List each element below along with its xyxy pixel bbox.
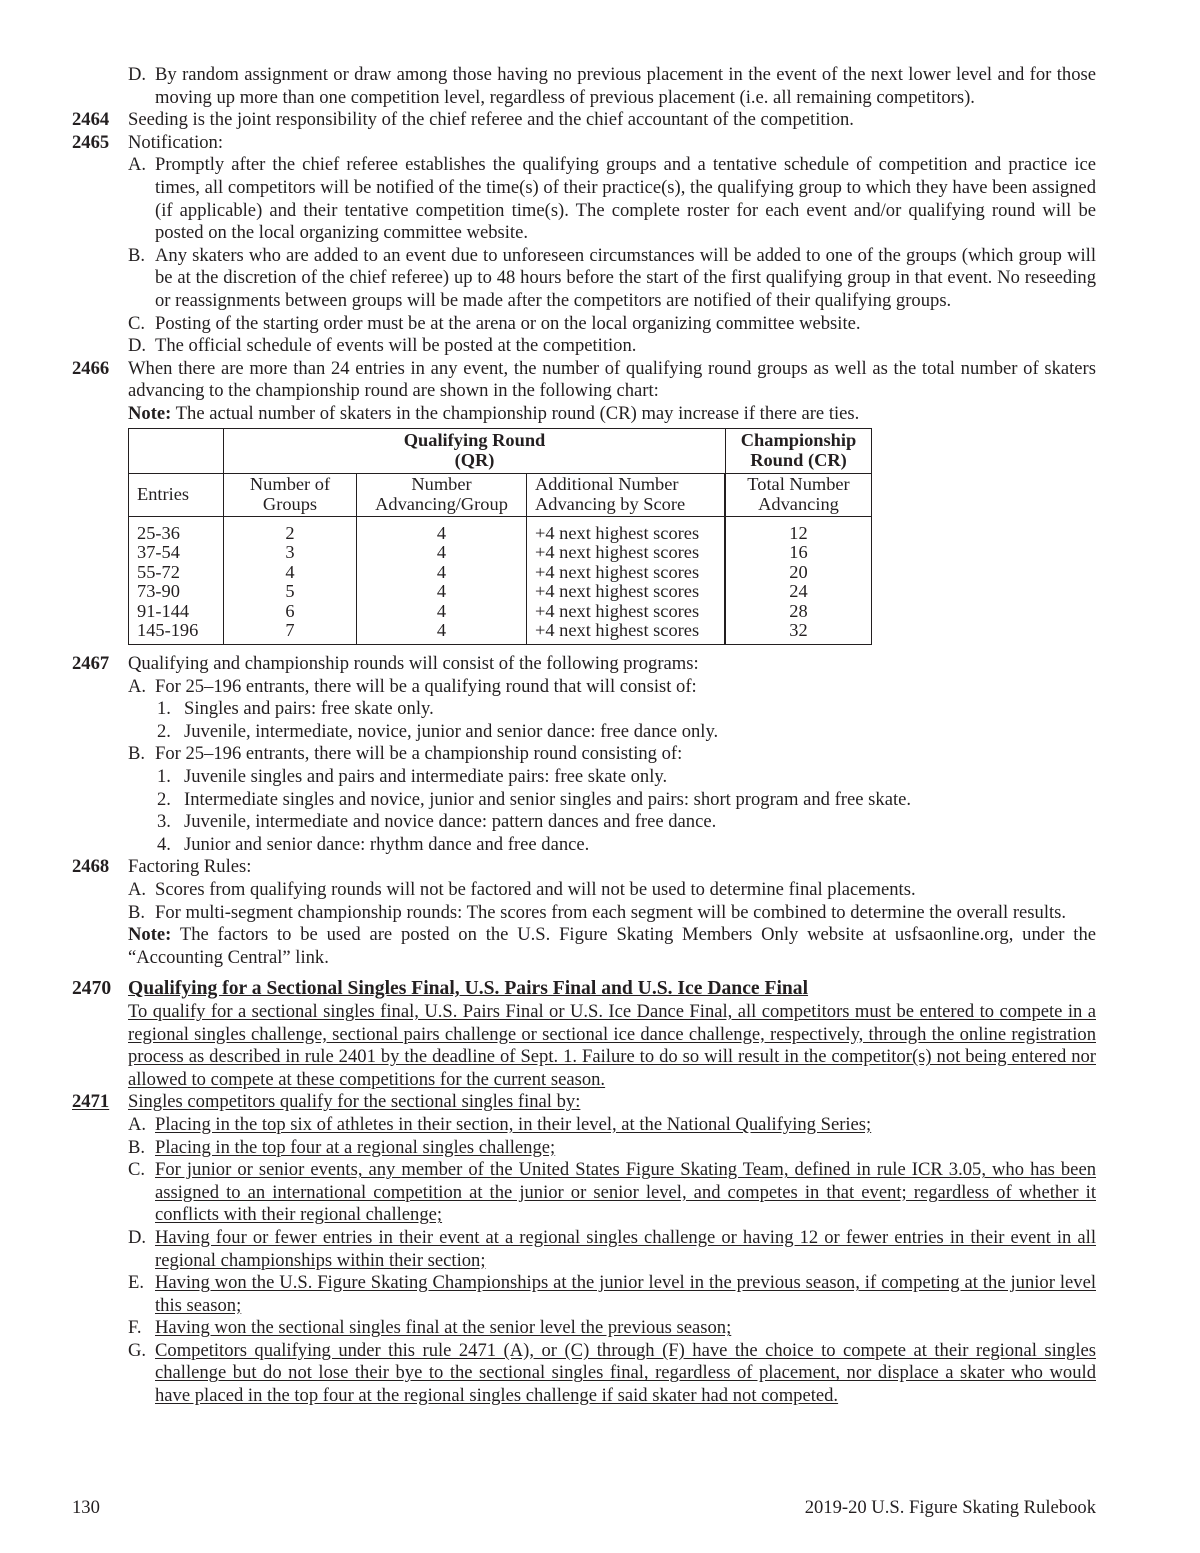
item-text: By random assignment or draw among those having no previous placement in the event of the next lower level and for those moving up more than one competition level, regardless of previous placement (i.e. all remaining competitors). [155, 64, 1096, 108]
item-text: Scores from qualifying rounds will not be factored and will not be used to determine final placements. [155, 879, 916, 900]
rule-2464 [72, 109, 1096, 132]
col-total-line1: Total Number [747, 473, 850, 494]
table-cell: 2 [285, 522, 295, 543]
list-item [72, 313, 1096, 336]
rule-number: 2471 [72, 1091, 110, 1113]
table-cell: +4 next highest scores [535, 600, 700, 621]
item-text: For junior or senior events, any member of the United States Figure Skating Team, defined in rule ICR 3.05, who has been assigned to an international competition at the junior or senior level, and competes in that event; regardless of whether it conflicts with their regional challenge; [155, 1159, 1096, 1226]
note-label: Note: [128, 402, 172, 424]
item-text: Juvenile, intermediate and novice dance: pattern dances and free dance. [184, 811, 717, 833]
table-header-cell [224, 428, 726, 473]
item-marker: D. [128, 1226, 147, 1248]
rule-text: Qualifying and championship rounds will consist of the following programs: [128, 653, 699, 675]
rule-number: 2464 [72, 109, 110, 131]
rule-2466 [72, 358, 1096, 403]
list-item [72, 879, 1096, 902]
table-cell: +4 next highest scores [535, 620, 700, 641]
rule-title: Notification: [128, 131, 224, 153]
item-text: Having won the U.S. Figure Skating Championships at the junior level in the previous season, if competing at the junior level this season; [155, 1272, 1096, 1316]
sub-item [72, 789, 1096, 812]
qr-header-line1: Qualifying Round [403, 429, 546, 450]
rule-text: Singles competitors qualify for the sectional singles final by: [128, 1091, 581, 1113]
rule-number: 2470 [72, 978, 112, 1000]
item-text: Juvenile singles and pairs and intermediate pairs: free skate only. [184, 766, 668, 788]
item-marker: 1. [157, 698, 171, 720]
sub-item [72, 721, 1096, 744]
item-marker: 2. [157, 720, 171, 742]
item-marker: 3. [157, 811, 171, 833]
item-text: For 25–196 entrants, there will be a championship round consisting of: [155, 743, 683, 765]
rule-number: 2468 [72, 856, 110, 878]
table-cell: 73-90 [137, 581, 180, 602]
list-item [72, 335, 1096, 358]
table-cell: 6 [285, 600, 295, 621]
item-marker: 1. [157, 766, 171, 788]
table-cell: +4 next highest scores [535, 581, 700, 602]
section-heading: Qualifying for a Sectional Singles Final, U.S. Pairs Final and U.S. Ice Dance Final [128, 978, 809, 1000]
list-item [72, 1137, 1096, 1160]
rule-2465 [72, 132, 1096, 155]
table-header-cell [726, 428, 872, 473]
cr-header-line2: Round (CR) [750, 449, 847, 470]
item-marker: A. [128, 879, 147, 900]
list-item [72, 902, 1096, 925]
table-cell: 91-144 [137, 600, 190, 621]
list-item [72, 676, 1096, 699]
item-text: Promptly after the chief referee establishes the qualifying groups and a tentative schedule of competition and practice ice times, all competitors will be notified of the time(s) of their practice(s), the qualifying group to which they have been assigned (if applicable) and their tentative competition time(s). The complete roster for each event and/or qualifying round will be posted on the local organizing committee website. [155, 154, 1096, 244]
item-text: For multi-segment championship rounds: The scores from each segment will be combined to determine the overall results. [155, 901, 1067, 923]
item-text: Placing in the top six of athletes in their section, in their level, at the National Qualifying Series; [155, 1113, 872, 1135]
table-cell: 20 [789, 561, 808, 582]
sub-item [72, 766, 1096, 789]
table-cell: +4 next highest scores [535, 522, 700, 543]
item-marker: E. [128, 1272, 145, 1294]
rule-2470-text: To qualify for a sectional singles final, U.S. Pairs Final or U.S. Ice Dance Final, all competitors must be entered to compete in a regional singles challenge, sectional pairs challenge or sectional ice dance challenge, respectively, through the online registration process as described in rule 2401 by the deadline of Sept. 1. Failure to do so will result in the competitor(s) not being entered nor allowed to compete at these competitions for the current season. [128, 1000, 1096, 1090]
col-advancing [357, 473, 527, 516]
table-cell: 4 [436, 542, 447, 563]
item-marker: B. [128, 743, 146, 765]
item-marker: D. [128, 335, 147, 357]
item-text: Junior and senior dance: rhythm dance and free dance. [184, 833, 590, 855]
table-cell: 4 [436, 600, 447, 621]
col-groups [224, 473, 357, 516]
rule-number: 2465 [72, 131, 110, 153]
list-item [72, 1227, 1096, 1272]
rule-title: Factoring Rules: [128, 856, 252, 878]
sub-item [72, 834, 1096, 857]
item-marker: A. [128, 154, 147, 176]
note [72, 403, 1096, 426]
item-marker: C. [128, 1159, 146, 1181]
entries-cell [129, 516, 224, 645]
qualifying-round-table [128, 428, 872, 646]
table-subheader-row [129, 473, 872, 516]
table-cell: 4 [285, 561, 295, 582]
table-body-row [129, 516, 872, 645]
item-text: The official schedule of events will be posted at the competition. [155, 335, 637, 357]
list-item [72, 743, 1096, 766]
table-cell: 4 [436, 620, 447, 641]
table-cell: 7 [285, 620, 295, 641]
item-text: Having four or fewer entries in their event at a regional singles challenge or having 12 or fewer entries in their event in all regional championships within their section; [155, 1226, 1096, 1271]
table-cell: 25-36 [137, 522, 180, 543]
item-marker: F. [128, 1317, 142, 1339]
list-item [72, 1317, 1096, 1340]
item-text: Having won the sectional singles final at the senior level the previous season; [155, 1317, 732, 1339]
table-cell: 28 [789, 600, 808, 621]
note-text: The factors to be used are posted on the U.S. Figure Skating Members Only website at usfsaonline.org, under the “Accounting Central” link. [128, 924, 1096, 968]
rule-2467 [72, 653, 1096, 676]
item-marker: D. [128, 64, 147, 85]
table-cell: +4 next highest scores [535, 561, 700, 582]
cr-header-line1: Championship [740, 429, 857, 450]
table-cell: 16 [789, 542, 808, 563]
page-number: 130 [72, 1497, 100, 1518]
rule-text: When there are more than 24 entries in any event, the number of qualifying round groups as well as the total number of skaters advancing to the championship round are shown in the following chart: [128, 357, 1096, 402]
item-text: Competitors qualifying under this rule 2471 (A), or (C) through (F) have the choice to compete at their regional singles challenge but do not lose their bye to the sectional singles final, regardless of placement, nor displace a skater who would have placed in the top four at the regional singles challenge if said skater had not competed. [155, 1339, 1096, 1407]
table-header-row [129, 428, 872, 473]
rule-number: 2467 [72, 653, 110, 675]
table-cell: +4 next highest scores [535, 542, 700, 563]
rule-2468 [72, 856, 1096, 879]
item-text: For 25–196 entrants, there will be a qualifying round that will consist of: [155, 675, 697, 697]
advancing-cell [357, 516, 527, 645]
item-marker: A. [128, 1113, 147, 1135]
note [72, 924, 1096, 969]
item-marker: A. [128, 675, 147, 697]
rule-2470-heading [72, 978, 1096, 1001]
col-total [726, 473, 872, 516]
item-text: Singles and pairs: free skate only. [184, 698, 434, 720]
qr-header-line2: (QR) [454, 449, 495, 470]
col-groups-line1: Number of [249, 473, 331, 494]
table-header-cell [129, 428, 224, 473]
col-total-line2: Advancing [758, 493, 839, 514]
note-label: Note: [128, 924, 172, 946]
item-marker: B. [128, 901, 146, 923]
col-entries: Entries [129, 473, 224, 516]
rule-2471 [72, 1091, 1096, 1114]
table-cell: 12 [789, 522, 808, 543]
table-cell: 32 [789, 620, 808, 641]
item-marker: G. [128, 1339, 147, 1361]
list-item [72, 245, 1096, 313]
table-cell: 24 [789, 581, 808, 602]
table-cell: 55-72 [137, 561, 180, 582]
col-advancing-line1: Number [411, 473, 472, 494]
item-text: Placing in the top four at a regional singles challenge; [155, 1136, 556, 1158]
col-additional-line1: Additional Number [535, 473, 679, 494]
item-marker: 4. [157, 833, 171, 855]
table-cell: 4 [436, 561, 447, 582]
item-marker: B. [128, 1136, 146, 1158]
additional-cell [527, 516, 725, 645]
groups-cell [224, 516, 357, 645]
list-item [72, 1114, 1096, 1137]
table-cell: 4 [436, 522, 447, 543]
list-item [72, 154, 1096, 244]
col-additional-line2: Advancing by Score [535, 493, 686, 514]
item-marker: C. [128, 312, 146, 334]
item-text: Intermediate singles and novice, junior and senior singles and pairs: short program and free skate. [184, 788, 912, 810]
item-text: Posting of the starting order must be at the arena or on the local organizing committee website. [155, 312, 861, 334]
col-additional [527, 473, 725, 516]
book-title: 2019-20 U.S. Figure Skating Rulebook [804, 1497, 1096, 1518]
table-cell: 37-54 [137, 542, 180, 563]
total-cell [726, 516, 872, 645]
sub-item [72, 811, 1096, 834]
col-advancing-line2: Advancing/Group [375, 493, 508, 514]
note-text: The actual number of skaters in the championship round (CR) may increase if there are ties. [171, 402, 860, 424]
col-groups-line2: Groups [262, 493, 318, 514]
list-item [72, 1272, 1096, 1317]
table-cell: 145-196 [137, 620, 199, 641]
list-item [72, 1340, 1096, 1408]
rule-text: Seeding is the joint responsibility of the chief referee and the chief accountant of the competition. [128, 109, 854, 131]
page-content [72, 64, 1096, 1408]
table-cell: 5 [285, 581, 295, 602]
sub-item [72, 698, 1096, 721]
item-marker: B. [128, 244, 146, 266]
item-text: Any skaters who are added to an event due to unforeseen circumstances will be added to one of the groups (which group will be at the discretion of the chief referee) up to 48 hours before the start of the first qualifying group in that event. No reseeding or reassignments between groups will be made after the competitors are notified of their qualifying groups. [155, 244, 1096, 311]
table-cell: 4 [436, 581, 447, 602]
list-item [72, 1159, 1096, 1227]
rule-number: 2466 [72, 357, 110, 379]
item-text: Juvenile, intermediate, novice, junior and senior dance: free dance only. [184, 720, 719, 742]
list-item [72, 64, 1096, 109]
item-marker: 2. [157, 788, 171, 810]
table-cell: 3 [285, 542, 295, 563]
